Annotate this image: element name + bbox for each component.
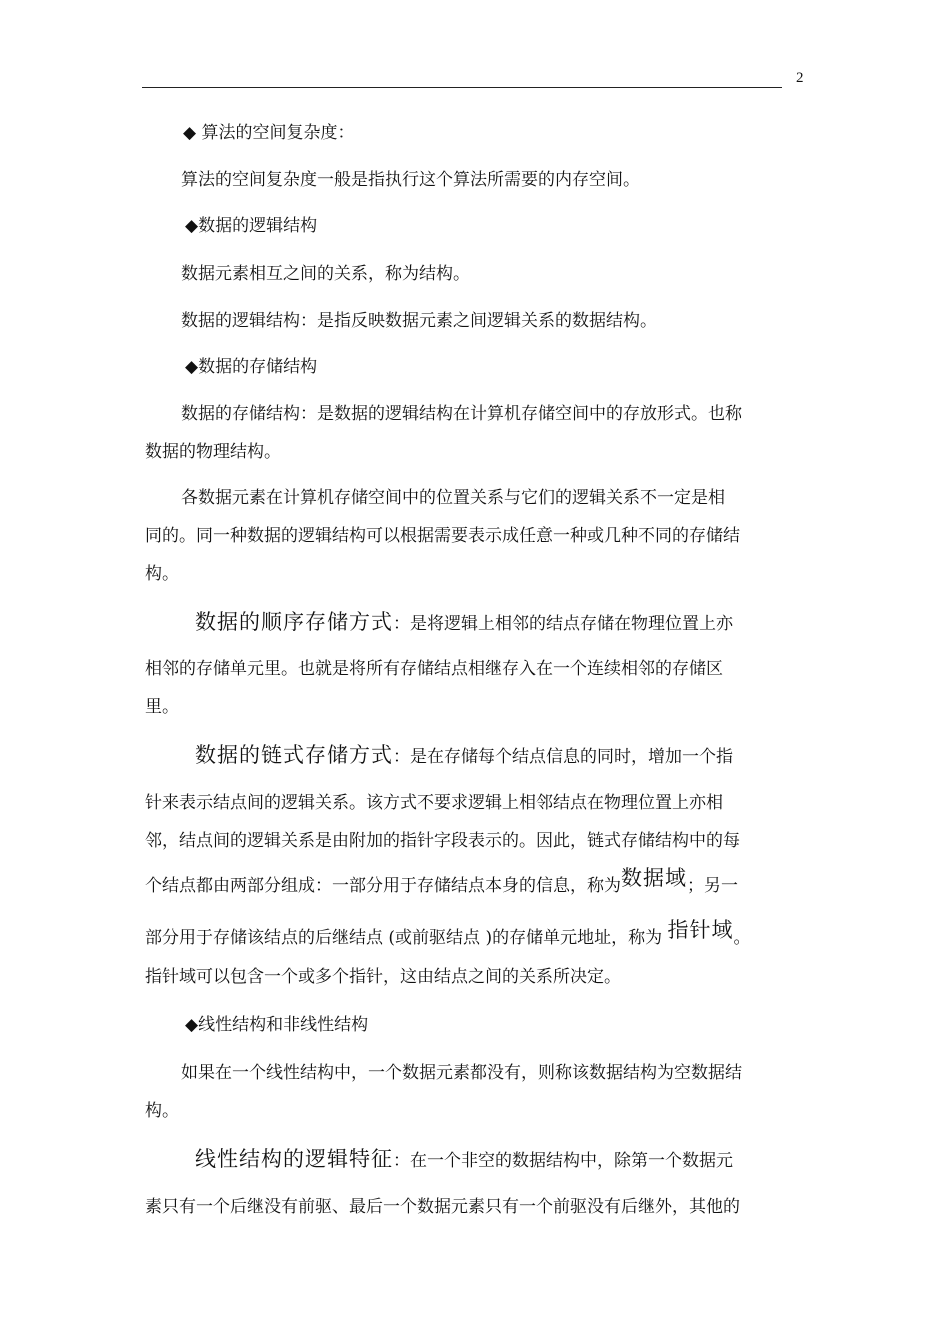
line-text: 部分用于存储该结点的后继结点 (或前驱结点 )的存储单元地址，称为 — [145, 928, 668, 948]
bullet-space-complexity: ◆ 算法的空间复杂度： — [183, 123, 355, 143]
bullet-linear-nonlinear: ◆线性结构和非线性结构 — [185, 1015, 369, 1035]
paragraph-line: 如果在一个线性结构中，一个数据元素都没有，则称该数据结构为空数据结 — [181, 1063, 742, 1083]
line-text: ：在一个非空的数据结构中，除第一个数据元 — [393, 1151, 733, 1171]
paragraph-line: 邻，结点间的逻辑关系是由附加的指针字段表示的。因此，链式存储结构中的每 — [145, 831, 740, 851]
term-linear-logic-feature: 线性结构的逻辑特征 — [195, 1147, 393, 1171]
header-rule — [142, 87, 782, 88]
paragraph-line: 构。 — [145, 564, 179, 584]
term-pointer-field: 指针域 — [667, 918, 734, 942]
bullet-storage-structure: ◆数据的存储结构 — [185, 357, 318, 377]
term-linked-storage: 数据的链式存储方式 — [195, 743, 393, 767]
paragraph-line: 数据的存储结构：是数据的逻辑结构在计算机存储空间中的存放形式。也称 — [181, 404, 742, 424]
page-number: 2 — [796, 70, 804, 86]
paragraph-line: 指针域可以包含一个或多个指针，这由结点之间的关系所决定。 — [145, 967, 621, 987]
bullet-logical-structure: ◆数据的逻辑结构 — [185, 216, 318, 236]
paragraph-line — [145, 866, 738, 898]
paragraph-line: 相邻的存储单元里。也就是将所有存储结点相继存入在一个连续相邻的存储区 — [145, 659, 723, 679]
paragraph-line: 数据的物理结构。 — [145, 442, 281, 462]
paragraph-line: 数据的逻辑结构：是指反映数据元素之间逻辑关系的数据结构。 — [181, 311, 657, 331]
paragraph-line — [195, 610, 733, 636]
paragraph-line — [145, 918, 751, 950]
term-data-field: 数据域 — [621, 866, 687, 890]
paragraph-line — [195, 1147, 733, 1173]
paragraph-line: 素只有一个后继没有前驱、最后一个数据元素只有一个前驱没有后继外，其他的 — [145, 1197, 740, 1217]
paragraph-line: 各数据元素在计算机存储空间中的位置关系与它们的逻辑关系不一定是相 — [181, 488, 725, 508]
line-text: ；另一 — [687, 876, 738, 896]
line-text: 。 — [733, 928, 751, 948]
paragraph-line: 针来表示结点间的逻辑关系。该方式不要求逻辑上相邻结点在物理位置上亦相 — [145, 793, 723, 813]
line-text: 个结点都由两部分组成：一部分用于存储结点本身的信息，称为 — [145, 876, 621, 896]
paragraph-line: 算法的空间复杂度一般是指执行这个算法所需要的内存空间。 — [181, 170, 640, 190]
paragraph-line — [195, 743, 733, 769]
paragraph-line: 里。 — [145, 697, 179, 717]
line-text: ：是将逻辑上相邻的结点存储在物理位置上亦 — [393, 614, 733, 634]
term-sequential-storage: 数据的顺序存储方式 — [195, 610, 393, 634]
line-text: ：是在存储每个结点信息的同时，增加一个指 — [393, 747, 733, 767]
paragraph-line: 构。 — [145, 1101, 179, 1121]
paragraph-line: 同的。同一种数据的逻辑结构可以根据需要表示成任意一种或几种不同的存储结 — [145, 526, 740, 546]
paragraph-line: 数据元素相互之间的关系，称为结构。 — [181, 264, 470, 284]
